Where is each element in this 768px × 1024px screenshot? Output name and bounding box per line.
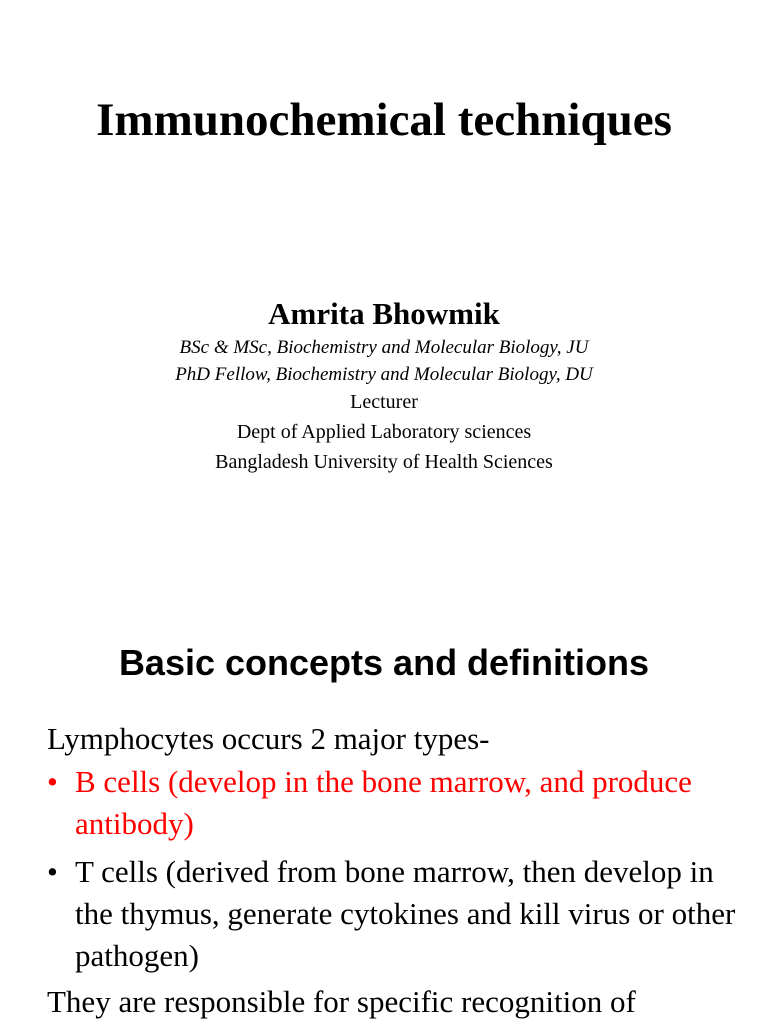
credential-position: Lecturer [350,391,418,413]
author-credentials [0,334,768,476]
bullet-text: T cells (derived from bone marrow, then develop in the thymus, generate cytokines and kill virus or other pathogen) [75,854,736,973]
section-heading: Basic concepts and definitions [118,642,650,683]
slide-body [47,718,738,1023]
intro-text: Lymphocytes occurs 2 major types- [47,721,490,756]
bullet-icon: • [47,764,58,799]
credential-department: Dept of Applied Laboratory sciences [236,421,532,443]
credential-phd: PhD Fellow, Biochemistry and Molecular Biology, DU [175,364,593,385]
credential-degree: BSc & MSc, Biochemistry and Molecular Biology, JU [179,337,589,358]
credential-university: Bangladesh University of Health Sciences [215,451,553,473]
author-name: Amrita Bhowmik [268,296,500,331]
bullet-icon: • [47,854,58,889]
outro-text: They are responsible for specific recognition of [47,984,636,1019]
bullet-item-b-cells [47,761,738,845]
content-slide [0,580,768,1024]
slide-title: Immunochemical techniques [96,94,672,146]
bullet-item-t-cells [47,851,738,977]
bullet-text: B cells (develop in the bone marrow, and produce antibody) [75,764,692,841]
